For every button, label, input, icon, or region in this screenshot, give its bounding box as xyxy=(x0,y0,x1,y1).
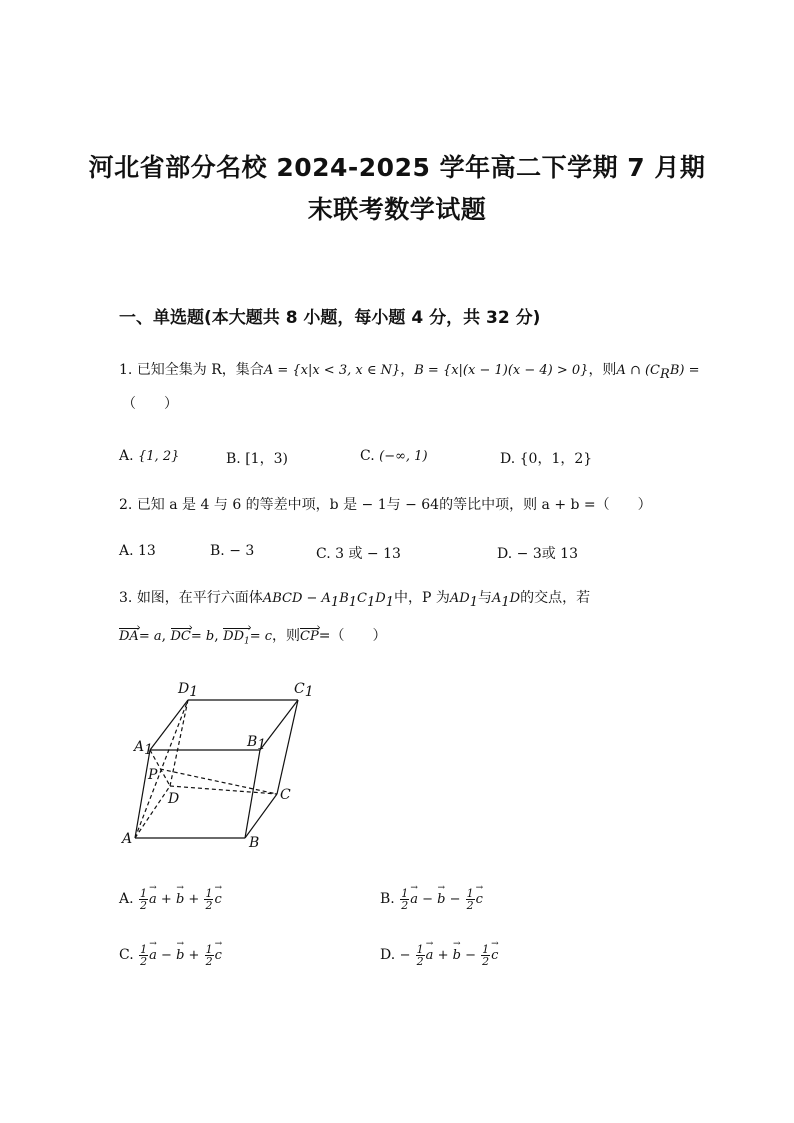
parallelepiped-figure xyxy=(110,675,330,855)
fraction-half: $\frac{1}{2}$ xyxy=(205,943,213,968)
separator: ， xyxy=(400,362,415,378)
edge-bb1 xyxy=(245,750,260,838)
solid-name: ABCD − A xyxy=(262,591,331,606)
q3-option-a xyxy=(119,888,222,911)
label-b1: B1 xyxy=(247,734,267,753)
option-letter: D. xyxy=(380,947,396,963)
edge-ad-hidden xyxy=(135,786,170,838)
question-3-conditions: DA ›= a, DC ›= b, $DD_1$ ›= c，则CP ›=（ ） xyxy=(119,626,386,652)
document-title-line2: 末联考数学试题 xyxy=(307,195,487,224)
option-value: − 3 xyxy=(229,543,255,559)
option-value: 3 或 − 13 xyxy=(335,546,401,562)
option-d-formula: − $\frac{1}{2}$ → a + → b − $\frac{1}{2}$ → c xyxy=(400,948,499,963)
solid-b: B xyxy=(339,591,349,606)
edge-aa1 xyxy=(135,750,150,838)
subscript-1: 1 xyxy=(244,636,250,647)
edge-dd1-hidden xyxy=(170,700,188,786)
question-2-stem xyxy=(119,495,652,515)
solid-d: D xyxy=(375,591,386,606)
section-heading: 一、单选题(本大题共 8 小题，每小题 4 分，共 32 分) xyxy=(119,308,541,328)
option-letter: C. xyxy=(360,448,375,464)
vector-b: = b xyxy=(190,629,215,644)
option-a-formula: $\frac{1}{2}$ → a + → b + $\frac{1}{2}$ → c xyxy=(138,892,222,907)
expression-end: B) = xyxy=(669,363,700,378)
vector-da: DA › xyxy=(119,627,139,647)
label-a1: A1 xyxy=(134,739,154,758)
answer-paren: （ ） xyxy=(122,396,178,412)
option-letter: B. xyxy=(380,891,395,907)
set-b: B = {x|(x − 1)(x − 4) > 0} xyxy=(414,363,589,378)
subscript-1: 1 xyxy=(348,594,358,610)
q3-option-b xyxy=(380,888,483,911)
option-letter: D. xyxy=(497,546,513,562)
q1-option-b xyxy=(226,448,288,468)
question-text: 的交点，若 xyxy=(520,590,591,606)
question-number: 2. xyxy=(119,497,133,513)
label-b: B xyxy=(249,835,260,851)
q2-option-b xyxy=(210,543,254,559)
question-number: 3. xyxy=(119,590,133,606)
subscript-1: 1 xyxy=(469,594,478,610)
option-c-formula: $\frac{1}{2}$ → a − → b + $\frac{1}{2}$ → c xyxy=(138,948,222,963)
question-text: 中，P 为 xyxy=(394,590,450,606)
label-c: C xyxy=(280,787,291,803)
question-text: ，则 xyxy=(588,362,617,378)
question-number: 1. xyxy=(119,362,133,378)
option-letter: A. xyxy=(119,543,134,559)
option-value: − 3或 13 xyxy=(516,546,578,562)
option-b-formula: $\frac{1}{2}$ → a − → b − $\frac{1}{2}$ → c xyxy=(399,892,483,907)
option-letter: D. xyxy=(500,451,516,467)
edge-bc xyxy=(245,794,277,838)
vector-a: = a xyxy=(138,629,162,644)
question-text: 已知 a 是 4 与 6 的等差中项，b 是 − 1与 − 64的等比中项，则 a + b =（ ） xyxy=(136,497,652,513)
question-3-stem xyxy=(119,588,590,613)
fraction-half: $\frac{1}{2}$ xyxy=(482,943,490,968)
option-letter: B. xyxy=(226,451,241,467)
option-value: {0，1，2} xyxy=(519,451,593,467)
question-text: 与 xyxy=(477,590,492,606)
option-value: (−∞, 1) xyxy=(379,449,428,464)
subscript-1: 1 xyxy=(330,594,340,610)
label-a: A xyxy=(122,831,133,847)
label-d1: D1 xyxy=(178,681,199,700)
q2-option-c xyxy=(316,543,401,563)
q1-option-d xyxy=(500,448,592,468)
subscript-1: 1 xyxy=(367,594,376,610)
fraction-half: $\frac{1}{2}$ xyxy=(416,943,424,968)
label-d: D xyxy=(168,791,180,807)
q2-option-d xyxy=(497,543,578,563)
option-value: [1，3) xyxy=(245,451,288,467)
vector-c: = c xyxy=(249,629,273,644)
q1-option-c xyxy=(360,448,428,464)
fraction-half: $\frac{1}{2}$ xyxy=(205,887,213,912)
fraction-half: $\frac{1}{2}$ xyxy=(401,887,409,912)
edge-a1d1 xyxy=(150,700,188,750)
q3-option-c xyxy=(119,944,222,967)
subscript-1: 1 xyxy=(385,594,394,610)
option-letter: C. xyxy=(119,947,134,963)
line-ad1: AD xyxy=(449,591,470,606)
option-letter: A. xyxy=(119,891,134,907)
q3-option-d xyxy=(380,944,498,967)
edge-dc-hidden xyxy=(170,786,277,794)
q1-option-a xyxy=(119,448,179,464)
question-1-stem xyxy=(119,360,699,385)
line-a1d-end: D xyxy=(509,591,521,606)
question-text: 如图，在平行六面体 xyxy=(136,590,263,606)
label-p: P xyxy=(148,767,158,783)
fraction-half: $\frac{1}{2}$ xyxy=(140,887,148,912)
option-letter: C. xyxy=(316,546,331,562)
line-a1d: A xyxy=(491,591,502,606)
answer-paren: =（ ） xyxy=(318,628,387,644)
vector-dd1-label: DD xyxy=(223,629,244,644)
question-text: 已知全集为 R，集合 xyxy=(136,362,264,378)
subscript-1: 1 xyxy=(501,594,510,610)
vector-dd1 xyxy=(223,627,250,652)
option-value: 13 xyxy=(138,543,156,559)
fraction-half: $\frac{1}{2}$ xyxy=(466,887,474,912)
fraction-half: $\frac{1}{2}$ xyxy=(140,943,148,968)
expression-subscript: R xyxy=(660,366,670,382)
vector-dc: DC › xyxy=(171,627,191,647)
solid-c: C xyxy=(357,591,367,606)
option-letter: B. xyxy=(210,543,225,559)
label-c1: C1 xyxy=(294,681,314,700)
set-a: A = {x|x < 3, x ∈ N} xyxy=(263,363,401,378)
option-letter: A. xyxy=(119,448,134,464)
q2-option-a xyxy=(119,543,156,559)
option-value: {1, 2} xyxy=(138,449,180,464)
question-text: ，则 xyxy=(272,628,301,644)
document-title-line1: 河北省部分名校 2024-2025 学年高二下学期 7 月期 xyxy=(88,153,706,182)
expression: A ∩ (C xyxy=(616,363,661,378)
vector-cp: CP › xyxy=(300,627,319,647)
